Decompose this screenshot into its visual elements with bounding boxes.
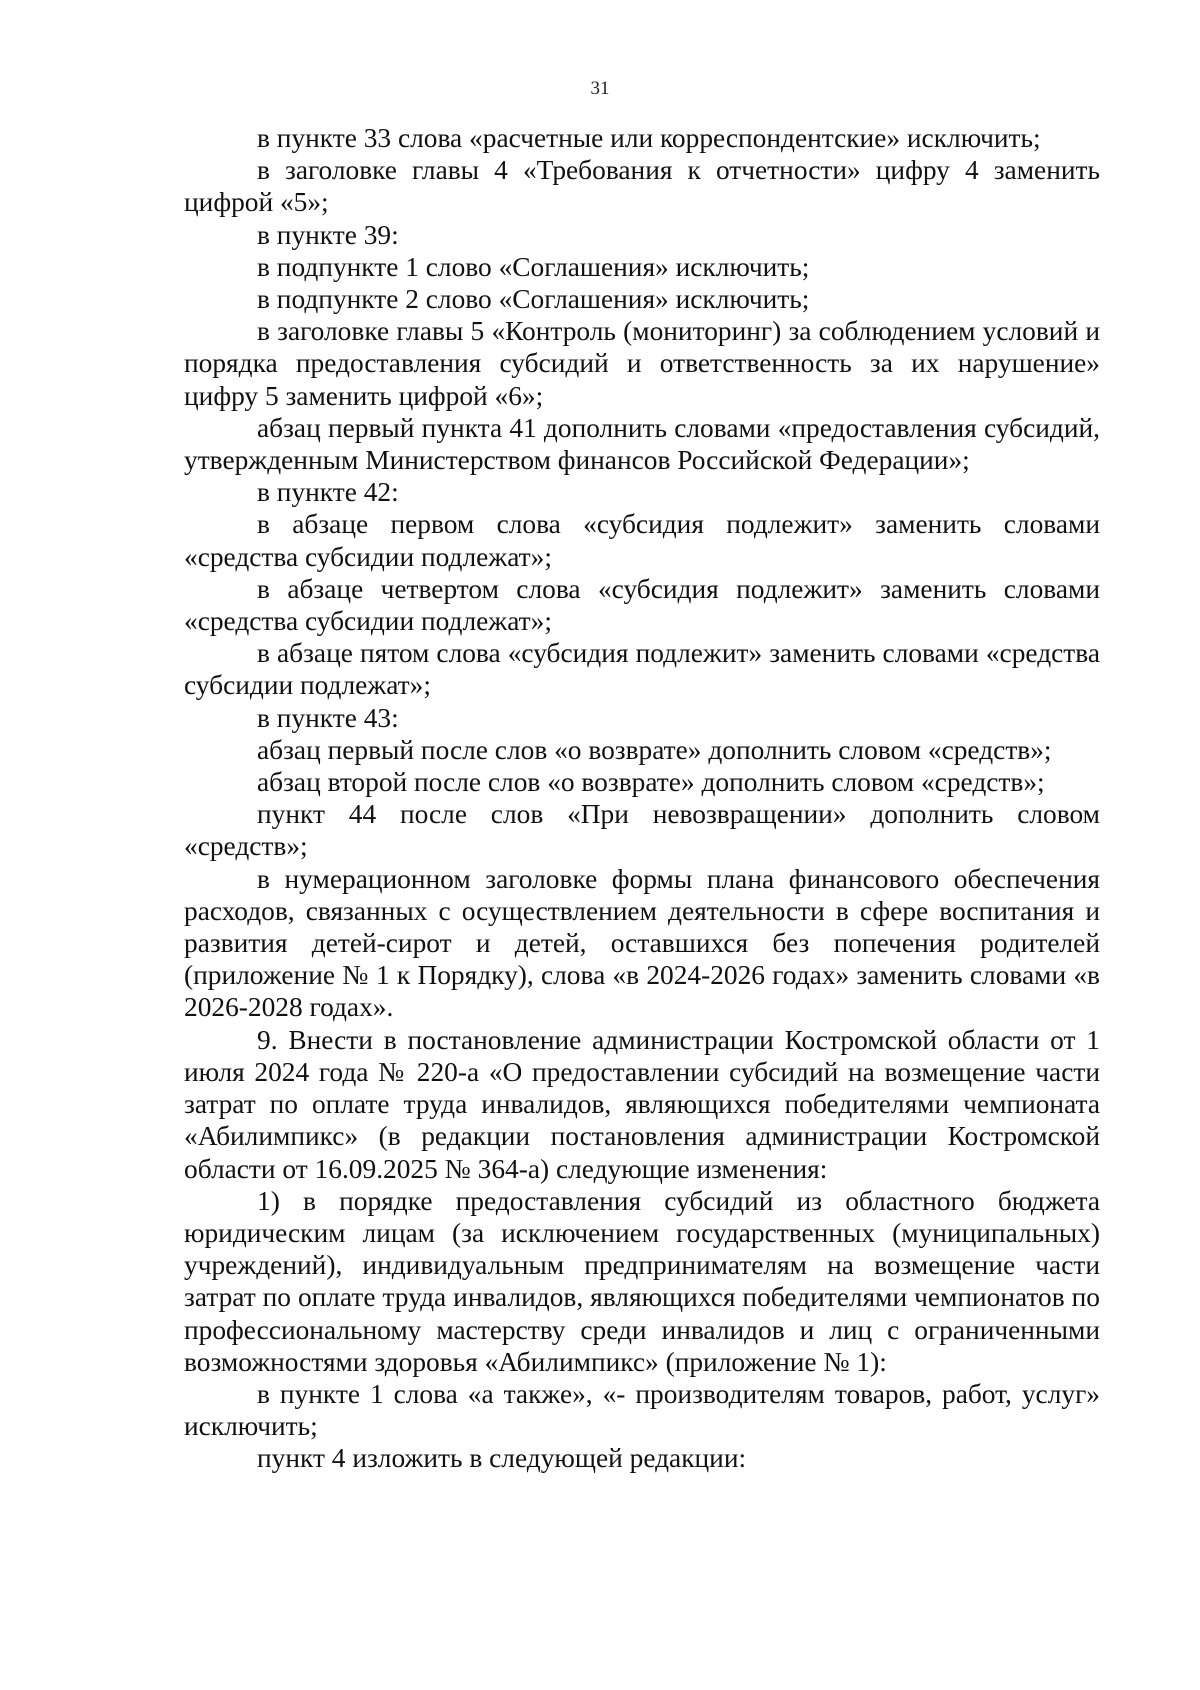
paragraph-item-44: пункт 44 после слов «При невозвращении» дополнить словом «средств»; — [184, 799, 1100, 862]
paragraph-subsidy-procedure: 1) в порядке предоставления субсидий из областного бюджета юридическим лицам (за исключением государственных (муниципальных) учреждений), индивидуальным предпринимателям на возмещение части затрат по оплате труда инвалидов, являющихся победителями чемпионатов по профессиональному мастерству среди инвалидов и лиц с ограниченными возможностями здоровья «Абилимпикс» (приложение № 1): — [184, 1185, 1100, 1377]
paragraph-item-43: в пункте 43: — [257, 702, 399, 733]
paragraph-subitem-1: в подпункте 1 слово «Соглашения» исключить; — [257, 251, 810, 282]
paragraph-subitem-2: в подпункте 2 слово «Соглашения» исключить; — [257, 284, 810, 315]
paragraph-43-first: абзац первый после слов «о возврате» дополнить словом «средств»; — [257, 734, 1052, 765]
paragraph-item-39: в пункте 39: — [257, 219, 399, 250]
document-body — [184, 122, 1100, 1475]
paragraph-chapter-5-heading: в заголовке главы 5 «Контроль (мониторинг) за соблюдением условий и порядка предоставления субсидий и ответственность за их нарушение» цифру 5 заменить цифрой «6»; — [184, 316, 1100, 411]
paragraph-43-second: абзац второй после слов «о возврате» дополнить словом «средств»; — [257, 767, 1045, 798]
paragraph-item-1-amendment: в пункте 1 слова «а также», «- производителям товаров, работ, услуг» исключить; — [184, 1378, 1100, 1442]
paragraph-item-4-new-wording: пункт 4 изложить в следующей редакции: — [257, 1443, 747, 1474]
paragraph-fourth-subparagraph: в абзаце четвертом слова «субсидия подлежит» заменить словами «средства субсидии подлежат»; — [184, 573, 1100, 637]
paragraph-chapter-4-heading: в заголовке главы 4 «Требования к отчетности» цифру 4 заменить цифрой «5»; — [184, 155, 1100, 218]
page-number: 31 — [590, 78, 610, 99]
paragraph-first-subparagraph: в абзаце первом слова «субсидия подлежит» заменить словами «средства субсидии подлежат»; — [184, 509, 1100, 572]
paragraph-fifth-subparagraph: в абзаце пятом слова «субсидия подлежит» заменить словами «средства субсидии подлежат»; — [184, 638, 1100, 701]
paragraph-form-heading: в нумерационном заголовке формы плана финансового обеспечения расходов, связанных с осуществлением деятельности в сфере воспитания и развития детей-сирот и детей, оставшихся без попечения родителей (приложение № 1 к Порядку), слова «в 2024-2026 годах» заменить словами «в 2026-2028 годах». — [184, 863, 1100, 1023]
paragraph-item-41: абзац первый пункта 41 дополнить словами «предоставления субсидий, утвержденным Министерством финансов Российской Федерации»; — [184, 412, 1100, 476]
paragraph-item-33-amendment: в пункте 33 слова «расчетные или корреспондентские» исключить; — [257, 123, 1041, 153]
paragraph-section-9: 9. Внести в постановление администрации Костромской области от 1 июля 2024 года № 220-а «О предоставлении субсидий на возмещение части затрат по оплате труда инвалидов, являющихся победителями чемпионата «Абилимпикс» (в редакции постановления администрации Костромской области от 16.09.2025 № 364-а) следующие изменения: — [184, 1024, 1100, 1184]
paragraph-item-42: в пункте 42: — [257, 477, 399, 508]
